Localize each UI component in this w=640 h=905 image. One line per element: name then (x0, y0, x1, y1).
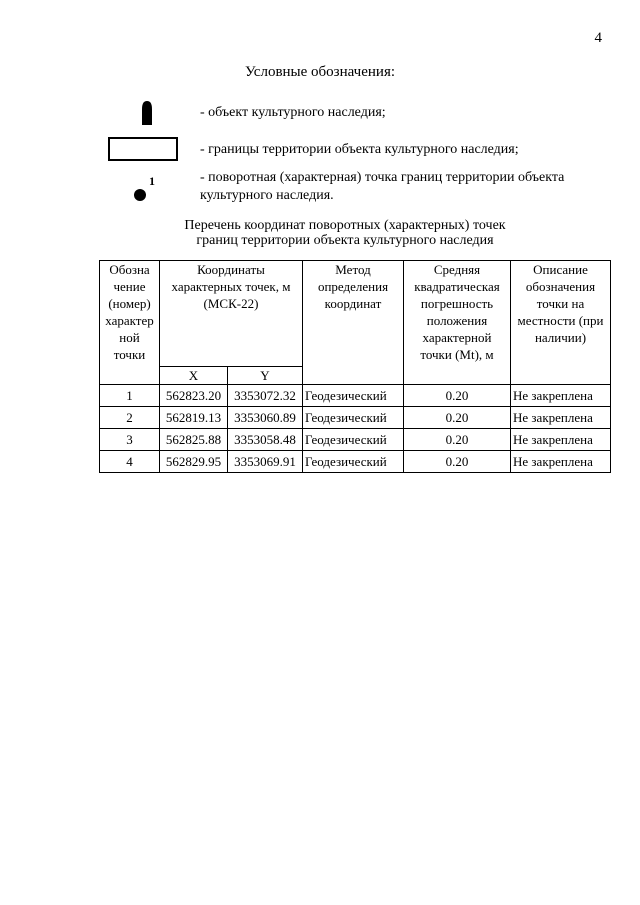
cell-description: Не закреплена (511, 407, 611, 429)
cell-description: Не закреплена (511, 385, 611, 407)
cell-error: 0.20 (404, 451, 511, 473)
cell-point: 2 (100, 407, 160, 429)
header-description: Описание обозначения точки на местности (при наличии) (511, 261, 611, 385)
header-method: Метод определения координат (303, 261, 404, 385)
cell-y: 3353060.89 (228, 407, 303, 429)
cell-point: 1 (100, 385, 160, 407)
table-title (0, 218, 640, 248)
cell-point: 4 (100, 451, 160, 473)
cell-method: Геодезический (303, 451, 404, 473)
page-number: 4 (594, 30, 602, 46)
point-icon-label: 1 (149, 174, 155, 188)
header-coordinates: Координаты характерных точек, м (МСК-22) (160, 261, 303, 367)
cell-error: 0.20 (404, 385, 511, 407)
legend-item-text: - границы территории объекта культурного наследия; (200, 142, 519, 157)
cell-x: 562823.20 (160, 385, 228, 407)
point-icon (134, 189, 146, 201)
legend-item-text: - объект культурного наследия; (200, 105, 386, 120)
table-row (100, 407, 611, 429)
cell-point: 3 (100, 429, 160, 451)
cell-y: 3353069.91 (228, 451, 303, 473)
monument-icon (141, 101, 153, 125)
cell-error: 0.20 (404, 407, 511, 429)
header-error: Средняя квадратическая погрешность положения характерной точки (Mt), м (404, 261, 511, 385)
table-row (100, 385, 611, 407)
table-row (100, 451, 611, 473)
boundary-rectangle-icon (108, 137, 178, 161)
cell-y: 3353058.48 (228, 429, 303, 451)
coordinates-table (99, 260, 611, 473)
header-x: X (160, 367, 228, 385)
table-title-line-2: границ территории объекта культурного наследия (196, 233, 494, 248)
cell-method: Геодезический (303, 429, 404, 451)
cell-error: 0.20 (404, 429, 511, 451)
cell-description: Не закреплена (511, 451, 611, 473)
cell-y: 3353072.32 (228, 385, 303, 407)
cell-x: 562825.88 (160, 429, 228, 451)
cell-method: Геодезический (303, 385, 404, 407)
header-y: Y (228, 367, 303, 385)
legend-title: Условные обозначения: (244, 64, 396, 80)
cell-x: 562819.13 (160, 407, 228, 429)
legend-item-text: - поворотная (характерная) точка границ территории объекта культурного наследия. (200, 170, 565, 203)
cell-description: Не закреплена (511, 429, 611, 451)
header-point: Обозна чение (номер) характер ной точки (100, 261, 160, 385)
cell-method: Геодезический (303, 407, 404, 429)
table-title-line-1: Перечень координат поворотных (характерных) точек (184, 218, 506, 233)
cell-x: 562829.95 (160, 451, 228, 473)
table-row (100, 429, 611, 451)
